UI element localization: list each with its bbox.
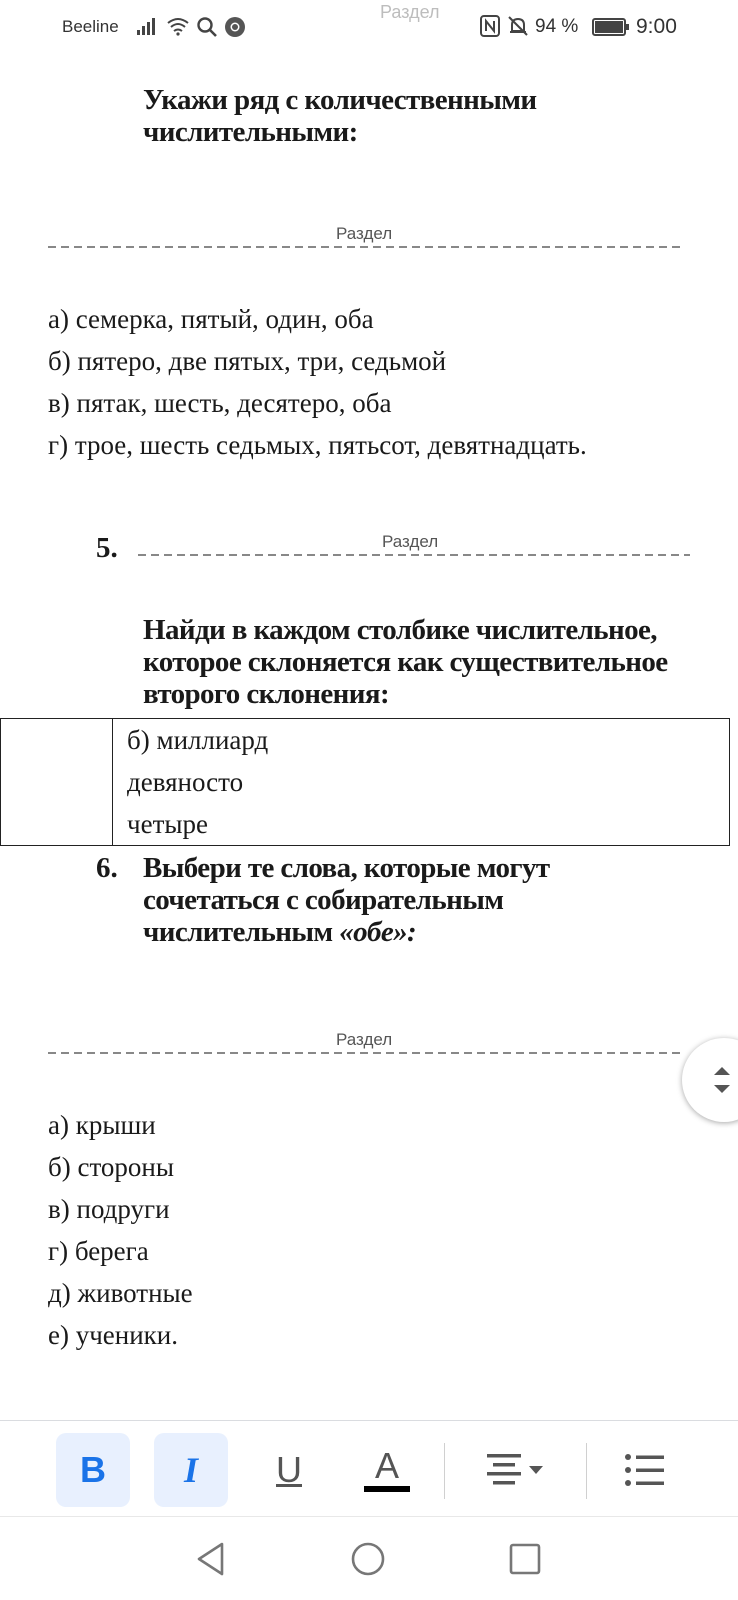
- search-icon: [196, 16, 218, 38]
- question-6-line-1: Выбери те слова, которые могут: [143, 852, 550, 884]
- question-6-line-2: сочетаться с собирательным: [143, 884, 504, 916]
- underline-button[interactable]: [252, 1433, 326, 1507]
- nfc-icon: [480, 15, 500, 37]
- chrome-icon: [224, 16, 246, 38]
- clock: 9:00: [636, 15, 677, 38]
- q4-option-c: в) пятак, шесть, десятеро, оба: [48, 388, 392, 418]
- navigation-bar: [0, 1516, 738, 1600]
- question-6-text: [143, 852, 550, 948]
- q6-option-c: в) подруги: [48, 1194, 170, 1224]
- q6-option-f: е) ученики.: [48, 1320, 179, 1350]
- question-4-text: [143, 84, 537, 148]
- section-break-divider[interactable]: [48, 246, 684, 248]
- bold-label: B: [80, 1449, 106, 1490]
- section-break-label: Раздел: [336, 224, 393, 243]
- scroll-arrows-icon: [712, 1064, 732, 1096]
- document-body[interactable]: [0, 56, 738, 1420]
- question-4-line-1: Укажи ряд с количественными: [143, 84, 537, 116]
- back-icon[interactable]: [194, 1541, 228, 1577]
- underline-label: U: [276, 1449, 302, 1490]
- table-line: б) миллиард: [127, 725, 269, 755]
- question-5-line-1: Найди в каждом столбике числительное,: [143, 614, 657, 646]
- section-break-label: Раздел: [382, 532, 439, 551]
- q6-option-a: а) крыши: [48, 1110, 156, 1140]
- text-color-label: A: [374, 1445, 399, 1486]
- question-5-line-2: которое склоняется как существительное: [143, 646, 668, 678]
- italic-button[interactable]: [154, 1433, 228, 1507]
- bold-button[interactable]: [56, 1433, 130, 1507]
- table-cell-empty[interactable]: [1, 719, 113, 846]
- q6-option-d: г) берега: [48, 1236, 149, 1266]
- question-4-line-2: числительными:: [143, 116, 358, 148]
- recents-icon[interactable]: [508, 1541, 542, 1577]
- question-6-line-3-plain: числительным: [143, 916, 340, 948]
- home-icon[interactable]: [350, 1541, 386, 1577]
- signal-icon: [136, 16, 158, 36]
- question-5-line-3: второго склонения:: [143, 678, 390, 710]
- formatting-toolbar: [0, 1420, 738, 1516]
- table-line: девяносто: [127, 767, 244, 797]
- text-color-button[interactable]: [350, 1433, 424, 1507]
- ghost-section-label: Раздел: [380, 2, 440, 22]
- section-break-divider[interactable]: [48, 1052, 684, 1054]
- table-cell-column-b[interactable]: [113, 719, 730, 846]
- battery-percentage: 94 %: [535, 16, 579, 37]
- question-6-italic-word: «обе»:: [339, 916, 417, 948]
- toolbar-separator: [444, 1443, 445, 1499]
- table-line: четыре: [127, 809, 208, 839]
- chevron-down-icon: [529, 1466, 543, 1474]
- question-6-line-3: [143, 916, 550, 948]
- q4-option-d: г) трое, шесть седьмых, пятьсот, девятнадцать.: [48, 430, 587, 460]
- q6-option-e: д) животные: [48, 1278, 193, 1308]
- carrier-name: Beeline: [62, 17, 119, 36]
- section-break-divider[interactable]: [138, 554, 690, 556]
- align-center-icon: [485, 1450, 551, 1490]
- text-color-swatch: [364, 1486, 410, 1492]
- question-5-number: 5.: [96, 532, 118, 564]
- status-bar: [0, 0, 738, 56]
- q6-option-b: б) стороны: [48, 1152, 174, 1182]
- bulleted-list-button[interactable]: [608, 1433, 682, 1507]
- alignment-dropdown-button[interactable]: [478, 1433, 558, 1507]
- question-6-number: 6.: [96, 852, 118, 884]
- italic-label: I: [183, 1450, 198, 1490]
- answer-table[interactable]: [0, 718, 730, 846]
- bulleted-list-icon: [624, 1452, 666, 1488]
- mute-icon: [506, 15, 530, 37]
- section-break-label: Раздел: [336, 1030, 393, 1049]
- q4-option-a: а) семерка, пятый, один, оба: [48, 304, 374, 334]
- q4-option-b: б) пятеро, две пятых, три, седьмой: [48, 346, 447, 376]
- wifi-icon: [166, 16, 190, 36]
- battery-icon: [592, 18, 630, 36]
- question-5-text: [143, 614, 668, 710]
- toolbar-separator: [586, 1443, 587, 1499]
